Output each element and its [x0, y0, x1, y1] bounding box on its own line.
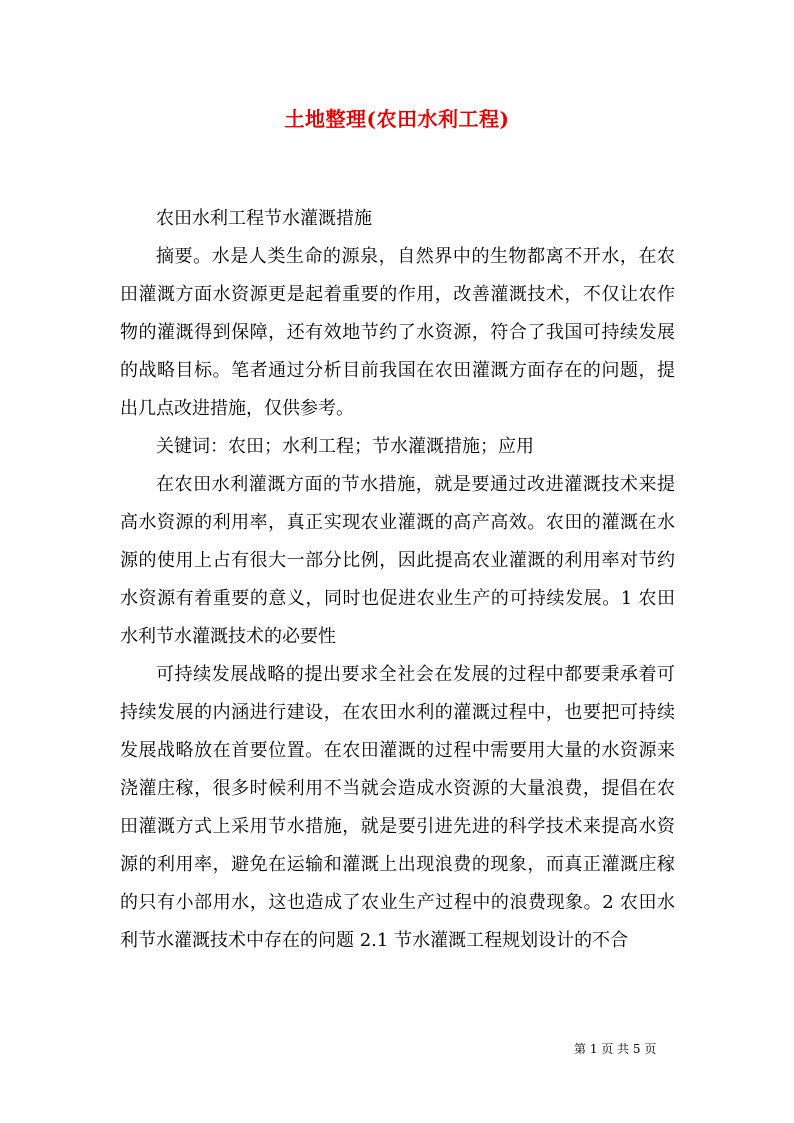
- section-heading: 农田水利工程节水灌溉措施: [156, 208, 372, 229]
- page-number-footer: 第 1 页 共 5 页: [574, 1042, 657, 1056]
- abstract-paragraph: 摘要。水是人类生命的源泉，自然界中的生物都离不开水，在农田灌溉方面水资源更是起着重要的作用，改善灌溉技术，不仅让农作物的灌溉得到保障，还有效地节约了水资源，符合了我国可持续发展的战略目标。笔者通过分析目前我国在农田灌溉方面存在的问题，提出几点改进措施，仅供参考。: [120, 246, 675, 419]
- document-title: 土地整理(农田水利工程): [284, 107, 510, 131]
- keywords-paragraph: 关键词：农田；水利工程；节水灌溉措施；应用: [156, 436, 534, 457]
- body-paragraph: 可持续发展战略的提出要求全社会在发展的过程中都要秉承着可持续发展的内涵进行建设，在农田水利的灌溉过程中，也要把可持续发展战略放在首要位置。在农田灌溉的过程中需要用大量的水资源来浇灌庄稼，很多时候利用不当就会造成水资源的大量浪费，提倡在农田灌溉方式上采用节水措施，就是要引进先进的科学技术来提高水资源的利用率，避免在运输和灌溉上出现浪费的现象，而真正灌溉庄稼的只有小部用水，这也造成了农业生产过程中的浪费现象。2 农田水利节水灌溉技术中存在的问题 2.1 节水灌溉工程规划设计的不合: [120, 664, 675, 951]
- intro-paragraph: 在农田水利灌溉方面的节水措施，就是要通过改进灌溉技术来提高水资源的利用率，真正实现农业灌溉的高产高效。农田的灌溉在水源的使用上占有很大一部分比例，因此提高农业灌溉的利用率对节约水资源有着重要的意义，同时也促进农业生产的可持续发展。1 农田水利节水灌溉技术的必要性: [120, 474, 675, 647]
- document-body: [120, 200, 675, 960]
